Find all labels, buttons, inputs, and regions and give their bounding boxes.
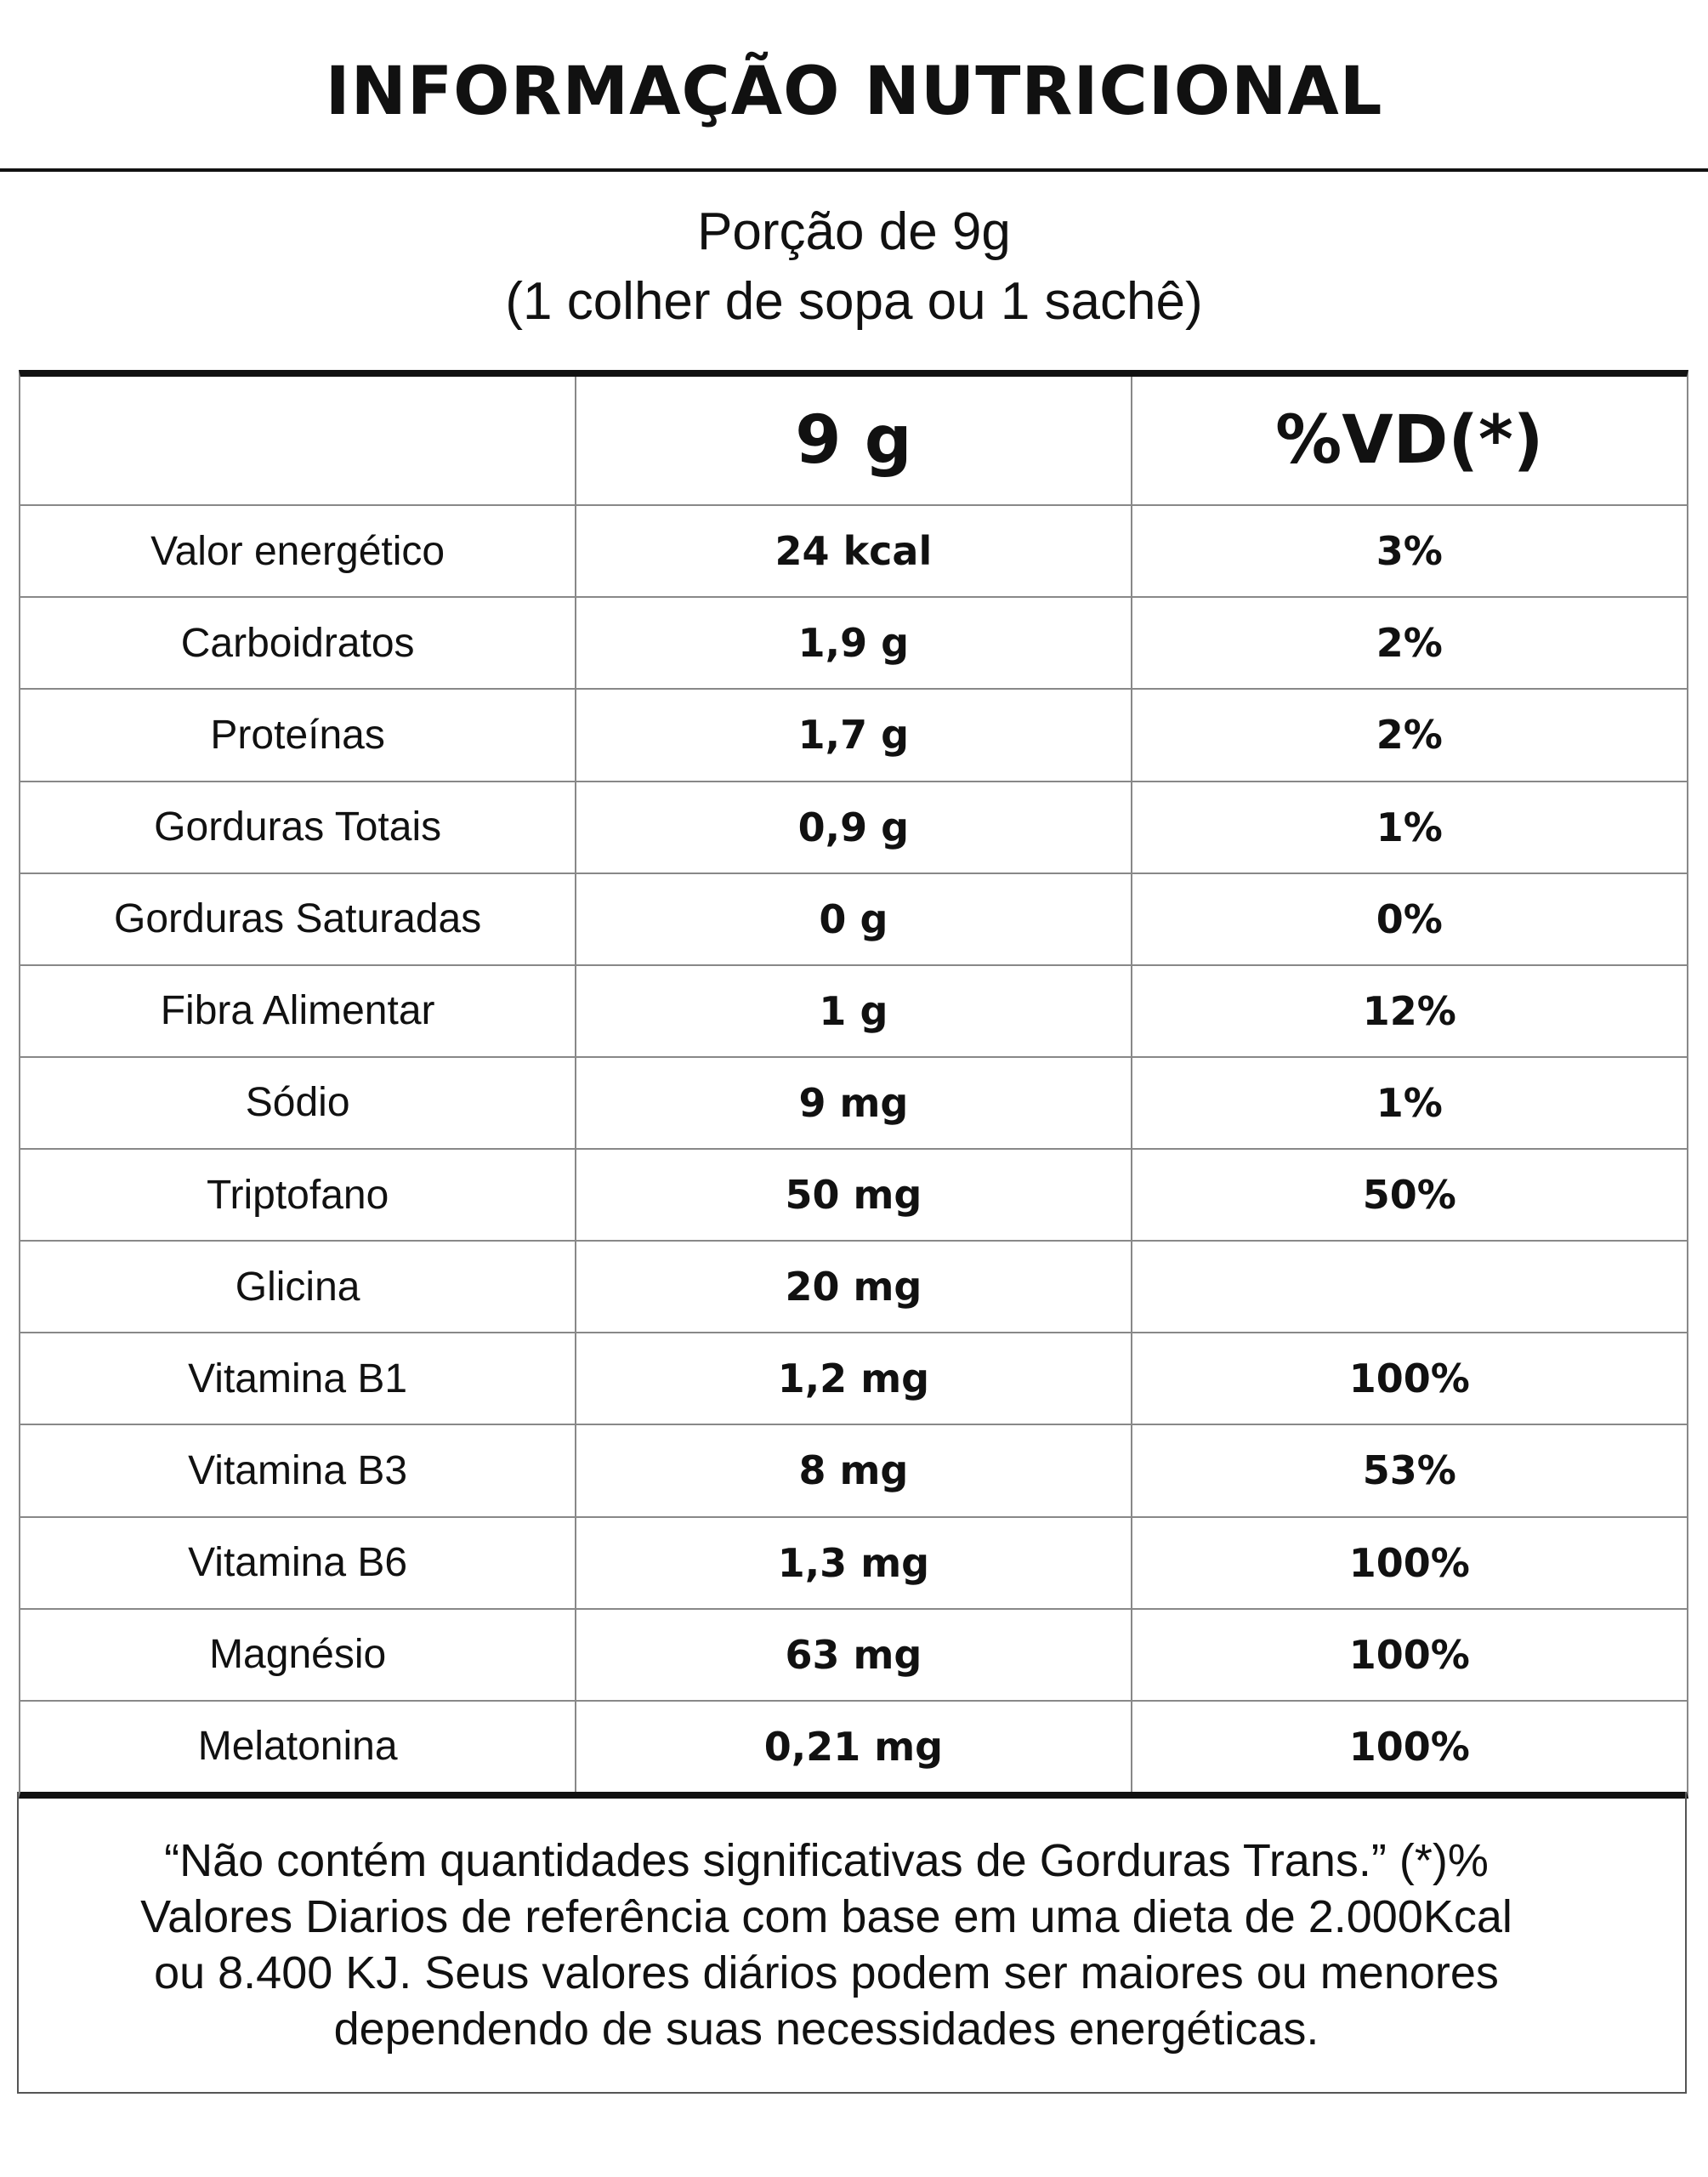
- nutrient-name: Melatonina: [20, 1701, 576, 1792]
- nutrient-daily-value: 100%: [1132, 1333, 1687, 1424]
- page-title: INFORMAÇÃO NUTRICIONAL: [325, 54, 1383, 130]
- nutrient-name: Gorduras Saturadas: [20, 873, 576, 965]
- table-header-row: [20, 377, 1687, 505]
- nutrient-daily-value: 1%: [1132, 782, 1687, 873]
- nutrient-daily-value: 53%: [1132, 1424, 1687, 1516]
- nutrient-daily-value: 3%: [1132, 505, 1687, 597]
- nutrient-amount: 1,7 g: [576, 689, 1131, 781]
- nutrient-amount: 50 mg: [576, 1149, 1131, 1241]
- nutrient-amount: 1,9 g: [576, 597, 1131, 689]
- nutrient-name: Proteínas: [20, 689, 576, 781]
- table-row: [20, 1241, 1687, 1333]
- nutrient-amount: 0,21 mg: [576, 1701, 1131, 1792]
- nutrient-daily-value: 0%: [1132, 873, 1687, 965]
- table-row: [20, 1333, 1687, 1424]
- portion-size: Porção de 9g: [697, 202, 1011, 261]
- table-row: [20, 1517, 1687, 1609]
- nutrient-daily-value: 100%: [1132, 1517, 1687, 1609]
- portion-description: (1 colher de sopa ou 1 sachê): [505, 272, 1203, 331]
- nutrient-amount: 1,3 mg: [576, 1517, 1131, 1609]
- footnote-text: [53, 1833, 1600, 2057]
- nutrient-name: Gorduras Totais: [20, 782, 576, 873]
- nutrient-name: Magnésio: [20, 1609, 576, 1701]
- table-row: [20, 965, 1687, 1057]
- nutrient-daily-value: 100%: [1132, 1609, 1687, 1701]
- table-row: [20, 1424, 1687, 1516]
- portion-info: [0, 197, 1708, 337]
- nutrient-daily-value: 2%: [1132, 597, 1687, 689]
- nutrient-name: Vitamina B1: [20, 1333, 576, 1424]
- nutrient-amount: 1,2 mg: [576, 1333, 1131, 1424]
- nutrient-name: Valor energético: [20, 505, 576, 597]
- nutrient-daily-value: 2%: [1132, 689, 1687, 781]
- nutrient-amount: 9 mg: [576, 1057, 1131, 1149]
- table-row: [20, 1701, 1687, 1792]
- nutrient-name: Vitamina B3: [20, 1424, 576, 1516]
- nutrient-name: Triptofano: [20, 1149, 576, 1241]
- nutrient-amount: 24 kcal: [576, 505, 1131, 597]
- nutrient-daily-value: 12%: [1132, 965, 1687, 1057]
- nutrient-name: Vitamina B6: [20, 1517, 576, 1609]
- nutrient-daily-value: 100%: [1132, 1701, 1687, 1792]
- nutrient-amount: 63 mg: [576, 1609, 1131, 1701]
- table-row: [20, 505, 1687, 597]
- table-row: [20, 597, 1687, 689]
- footnote-line: dependendo de suas necessidades energéticas.: [333, 2004, 1319, 2055]
- nutrient-daily-value: 1%: [1132, 1057, 1687, 1149]
- nutrient-daily-value: 50%: [1132, 1149, 1687, 1241]
- header-nutrient: [20, 377, 576, 505]
- nutrient-name: Carboidratos: [20, 597, 576, 689]
- table-row: [20, 689, 1687, 781]
- footnote-box: [17, 1792, 1687, 2094]
- footnote-line: “Não contém quantidades significativas de Gorduras Trans.” (*)%: [164, 1835, 1489, 1886]
- nutrient-name: Sódio: [20, 1057, 576, 1149]
- nutrient-amount: 1 g: [576, 965, 1131, 1057]
- footnote-line: ou 8.400 KJ. Seus valores diários podem ser maiores ou menores: [154, 1947, 1499, 1998]
- title-divider: [0, 168, 1708, 172]
- table-row: [20, 782, 1687, 873]
- table-row: [20, 1057, 1687, 1149]
- nutrient-amount: 0 g: [576, 873, 1131, 965]
- nutrition-table: [19, 370, 1688, 1799]
- nutrient-amount: 20 mg: [576, 1241, 1131, 1333]
- nutrient-name: Fibra Alimentar: [20, 965, 576, 1057]
- nutrient-name: Glicina: [20, 1241, 576, 1333]
- footnote-line: Valores Diarios de referência com base em uma dieta de 2.000Kcal: [140, 1891, 1512, 1942]
- nutrient-amount: 8 mg: [576, 1424, 1131, 1516]
- table-row: [20, 1149, 1687, 1241]
- table-row: [20, 873, 1687, 965]
- header-daily-value: %VD(*): [1132, 377, 1687, 505]
- header-amount: 9 g: [576, 377, 1131, 505]
- table-row: [20, 1609, 1687, 1701]
- nutrient-daily-value: [1132, 1241, 1687, 1333]
- nutrient-amount: 0,9 g: [576, 782, 1131, 873]
